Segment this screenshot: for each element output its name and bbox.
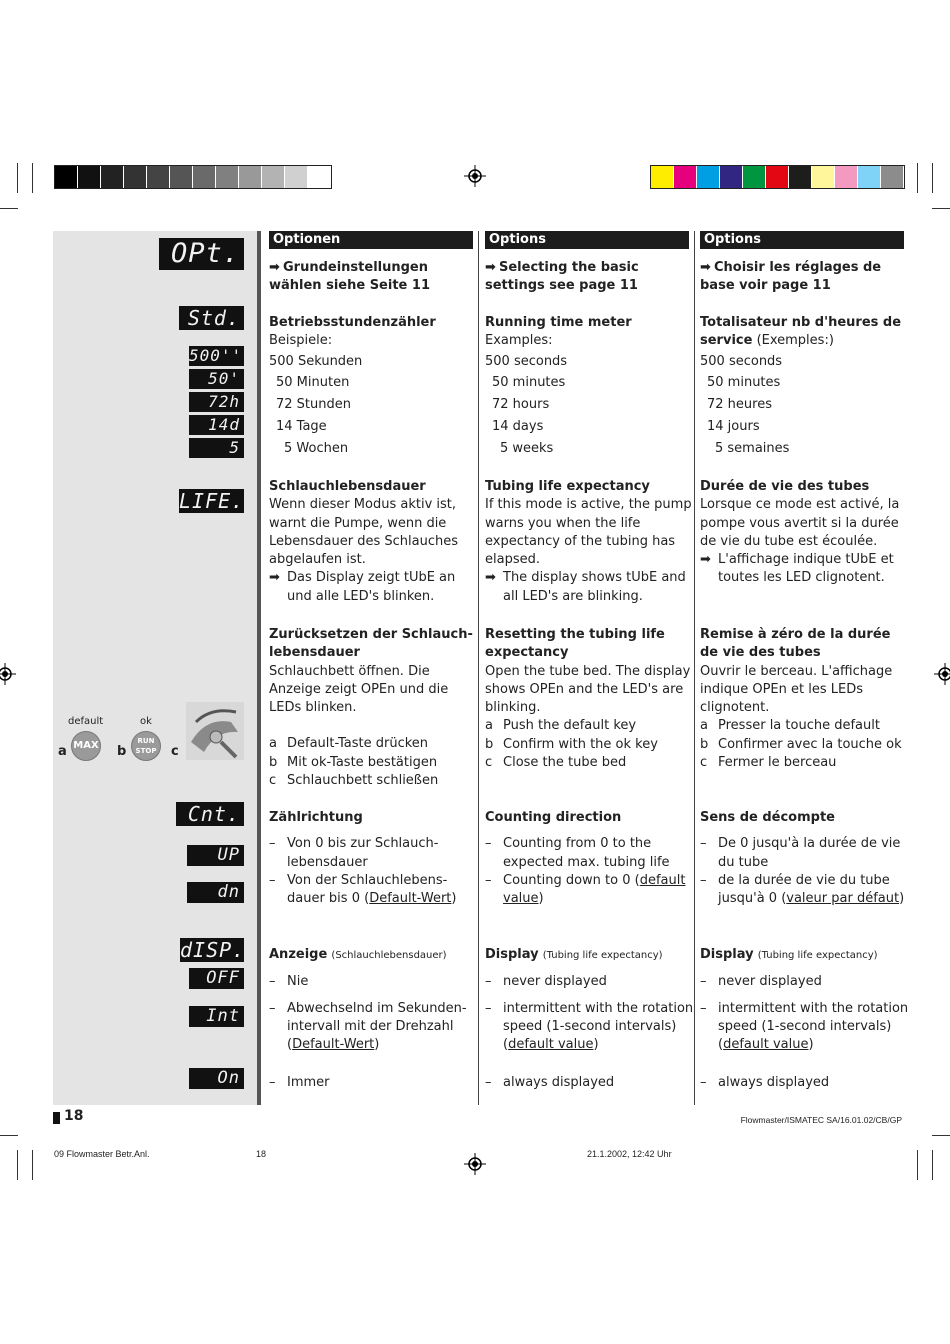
- running-time-section: [485, 314, 697, 460]
- color-swatch: [697, 166, 720, 188]
- lcd-life: LIFE.: [179, 489, 245, 513]
- grayscale-calibration-bar: [54, 165, 332, 189]
- option-text: Abwechselnd im Sekunden-intervall mit der Drehzahl (Default-Wert): [287, 1000, 467, 1053]
- crop-mark: [0, 1135, 18, 1136]
- step-marker: b: [485, 736, 494, 752]
- list-item: 72 heures: [707, 397, 772, 413]
- crop-mark: [17, 163, 18, 193]
- tubing-life-section: [485, 478, 697, 606]
- step-marker: c: [269, 773, 277, 789]
- registration-mark-icon: [0, 663, 16, 685]
- step-a-label: a: [58, 744, 67, 759]
- lcd-disp: dISP.: [180, 938, 246, 962]
- list-item: 14 days: [492, 418, 544, 434]
- section-title: Zählrichtung: [269, 810, 363, 825]
- count-direction-section: Sens de décompte – De 0 jusqu'à la durée de vie du tube – de la durée de vie du tube jusqu'à 0 (valeur par défaut): [700, 809, 912, 908]
- section-note: The display shows tUbE and all LED's are blinking.: [503, 570, 686, 604]
- running-time-section: [700, 314, 912, 460]
- step-text: Mit ok-Taste bestätigen: [287, 754, 438, 770]
- column-header: Options: [485, 231, 689, 249]
- arrow-right-icon: ➡: [485, 260, 496, 275]
- color-swatch: [170, 166, 193, 188]
- registration-mark-icon: [464, 1153, 486, 1175]
- section-title: Resetting the tubing life expectancy: [485, 627, 665, 661]
- lcd-std: Std.: [179, 306, 244, 330]
- step-marker: a: [269, 736, 277, 752]
- lcd-50-minutes: 50': [189, 369, 244, 389]
- step-text: Confirm with the ok key: [503, 736, 658, 752]
- lcd-int: Int: [189, 1006, 244, 1027]
- option-text: De 0 jusqu'à la durée de vie du tube: [718, 836, 901, 870]
- option-text: Counting down to 0 (default value): [503, 872, 686, 907]
- column-german: [269, 231, 473, 1091]
- color-swatch: [101, 166, 124, 188]
- crop-mark: [932, 1135, 950, 1136]
- step-c-label: c: [171, 744, 179, 759]
- option-text: intermittent with the rotation speed (1-second intervals) (default value): [718, 1000, 909, 1053]
- option-text: never displayed: [718, 974, 822, 990]
- color-swatch: [674, 166, 697, 188]
- arrow-right-icon: ➡: [700, 260, 711, 275]
- section-text: Lorsque ce mode est activé, la pompe vous avertit si la durée de vie du tube est écoulée.: [700, 497, 900, 549]
- crop-mark: [0, 208, 18, 209]
- color-swatch: [766, 166, 789, 188]
- color-swatch: [812, 166, 835, 188]
- option-text: Counting from 0 to the expected max. tubing life: [503, 836, 670, 870]
- list-item: 500 Sekunden: [269, 353, 363, 369]
- color-swatch: [147, 166, 170, 188]
- display-section: Anzeige (Schlauchlebensdauer) – Nie – Abwechselnd im Sekunden-intervall mit der Drehzahl (Default-Wert) – Immer: [269, 946, 481, 1093]
- running-time-section: [269, 314, 481, 460]
- crop-mark: [917, 163, 918, 193]
- tubing-life-section: [700, 478, 912, 588]
- option-text: always displayed: [503, 1075, 615, 1091]
- registration-mark-icon: [934, 663, 950, 685]
- section-text: Ouvrir le berceau. L'affichage indique OPEn et les LEDs clignotent.: [700, 663, 893, 716]
- color-swatch: [881, 166, 904, 188]
- step-text: Presser la touche default: [718, 718, 880, 734]
- section-title: Zurücksetzen der Schlauch-lebensdauer: [269, 627, 473, 661]
- section-title: Tubing life expectancy: [485, 479, 650, 494]
- step-marker: b: [269, 754, 278, 770]
- list-item: 500 seconds: [485, 353, 568, 369]
- option-text: intermittent with the rotation speed (1-second intervals) (default value): [503, 1000, 694, 1053]
- list-item: 50 minutes: [492, 375, 566, 391]
- ok-key-label: ok: [140, 716, 152, 727]
- column-english: [485, 231, 694, 1091]
- lcd-off: OFF: [189, 968, 244, 989]
- option-text: Von 0 bis zur Schlauch-lebensdauer: [287, 836, 439, 870]
- step-marker: c: [485, 755, 493, 771]
- color-swatch: [78, 166, 101, 188]
- page-number-marker: [53, 1112, 60, 1124]
- reset-section: [485, 626, 697, 772]
- default-key-label: default: [68, 716, 104, 727]
- arrow-right-icon: ➡: [700, 552, 711, 568]
- section-title: Betriebsstundenzähler: [269, 315, 436, 330]
- tube-bed-photo: [186, 702, 244, 760]
- step-marker: b: [700, 736, 709, 752]
- section-title: Durée de vie des tubes: [700, 479, 870, 494]
- crop-mark: [932, 163, 933, 193]
- color-swatch: [858, 166, 881, 188]
- section-title: Display (Tubing life expectancy): [700, 947, 878, 962]
- sidebar-divider: [257, 231, 261, 1105]
- step-marker: a: [700, 718, 708, 734]
- lcd-5-weeks: 5: [189, 438, 244, 458]
- intro-note: ➡ Selecting the basic settings see page 11: [485, 260, 639, 294]
- section-note: L'affichage indique tUbE et toutes les LED clignotent.: [718, 552, 894, 586]
- display-section: Display (Tubing life expectancy) – never displayed – intermittent with the rotation speed (1-second intervals) (default value) – always displayed: [700, 946, 912, 1093]
- color-swatch: [216, 166, 239, 188]
- section-text: Schlauchbett öffnen. Die Anzeige zeigt OPEn und die LEDs blinken.: [269, 663, 449, 716]
- list-item: 14 Tage: [276, 418, 327, 434]
- crop-mark: [32, 163, 33, 193]
- section-title: Running time meter: [485, 315, 632, 330]
- option-text: Immer: [287, 1075, 330, 1091]
- step-marker: a: [485, 718, 493, 734]
- print-slug-file: 09 Flowmaster Betr.Anl.: [54, 1149, 150, 1159]
- section-text: If this mode is active, the pump warns you when the life expectancy of the tubing has elapsed.: [485, 497, 692, 568]
- color-swatch: [262, 166, 285, 188]
- step-text: Push the default key: [503, 718, 637, 734]
- intro-note: ➡ Choisir les réglages de base voir page 11: [700, 260, 882, 294]
- crop-mark: [932, 208, 950, 209]
- option-text: always displayed: [718, 1075, 830, 1091]
- color-swatch: [193, 166, 216, 188]
- list-item: 50 Minuten: [276, 375, 350, 391]
- print-slug-sheet: 18: [256, 1149, 267, 1159]
- color-swatch: [124, 166, 147, 188]
- section-text: Open the tube bed. The display shows OPEn and the LED's are blinking.: [485, 663, 691, 716]
- section-subtitle: (Exemples:): [756, 333, 834, 349]
- list-item: 5 semaines: [715, 440, 790, 456]
- step-text: Schlauchbett schließen: [287, 773, 439, 789]
- crop-mark: [932, 1150, 933, 1180]
- count-direction-section: Counting direction – Counting from 0 to the expected max. tubing life – Counting down to 0 (default value): [485, 809, 697, 908]
- crop-mark: [17, 1150, 18, 1180]
- list-item: 14 jours: [707, 418, 760, 434]
- section-subtitle: Examples:: [485, 333, 553, 349]
- option-text: Nie: [287, 974, 309, 990]
- intro-note: ➡ Grundeinstellungen wählen siehe Seite 11: [269, 260, 430, 294]
- crop-mark: [32, 1150, 33, 1180]
- lcd-opt: OPt.: [159, 238, 244, 270]
- lcd-on: On: [189, 1068, 244, 1089]
- color-swatch: [308, 166, 331, 188]
- section-text: Wenn dieser Modus aktiv ist, warnt die Pumpe, wenn die Lebensdauer des Schlauches abgelaufen ist.: [269, 497, 458, 568]
- step-b-label: b: [117, 744, 127, 759]
- lcd-72-hours: 72h: [189, 392, 244, 412]
- count-direction-section: Zählrichtung – Von 0 bis zur Schlauch-lebensdauer – Von der Schlauchlebens-dauer bis 0 (Default-Wert): [269, 809, 481, 908]
- section-title: Totalisateur nb d'heures de service (Exemples:): [700, 315, 902, 349]
- step-text: Close the tube bed: [503, 755, 627, 771]
- column-french: [700, 231, 909, 1091]
- section-subtitle: Beispiele:: [269, 333, 333, 349]
- list-item: 500 seconds: [700, 353, 783, 369]
- lcd-14-days: 14d: [189, 415, 244, 435]
- color-calibration-bar: [650, 165, 905, 189]
- lcd-cnt: Cnt.: [176, 802, 244, 826]
- color-swatch: [789, 166, 812, 188]
- lcd-up: UP: [187, 845, 244, 866]
- reset-section: [269, 626, 481, 790]
- column-header: Optionen: [269, 231, 473, 249]
- crop-mark: [917, 1150, 918, 1180]
- section-title: Sens de décompte: [700, 810, 835, 825]
- step-marker: c: [700, 755, 708, 771]
- step-text: Confirmer avec la touche ok: [718, 736, 902, 752]
- registration-mark-icon: [464, 165, 486, 187]
- reset-section: [700, 626, 912, 772]
- list-item: 5 Wochen: [284, 440, 349, 456]
- display-section: Display (Tubing life expectancy) – never displayed – intermittent with the rotation speed (1-second intervals) (default value) – always displayed: [485, 946, 697, 1093]
- color-swatch: [720, 166, 743, 188]
- lcd-500-seconds: 500'': [189, 346, 243, 365]
- option-text: de la durée de vie du tube jusqu'à 0 (valeur par défaut): [718, 872, 905, 907]
- option-text: never displayed: [503, 974, 607, 990]
- tubing-life-section: [269, 478, 481, 606]
- run-stop-ok-button[interactable]: RUN STOP: [131, 731, 161, 761]
- section-title: Counting direction: [485, 810, 622, 825]
- color-swatch: [285, 166, 308, 188]
- color-swatch: [55, 166, 78, 188]
- section-note: Das Display zeigt tUbE an und alle LED's blinken.: [287, 570, 456, 604]
- color-swatch: [835, 166, 858, 188]
- column-header: Options: [700, 231, 904, 249]
- list-item: 5 weeks: [500, 440, 554, 456]
- section-title: Display (Tubing life expectancy): [485, 947, 663, 962]
- arrow-right-icon: ➡: [485, 570, 496, 586]
- step-text: Fermer le berceau: [718, 755, 837, 771]
- arrow-right-icon: ➡: [269, 570, 280, 586]
- lcd-dn: dn: [187, 882, 244, 903]
- page-number: 18: [64, 1108, 84, 1124]
- section-title: Remise à zéro de la durée de vie des tubes: [700, 627, 891, 661]
- section-title: Anzeige (Schlauchlebensdauer): [269, 947, 447, 962]
- color-swatch: [651, 166, 674, 188]
- list-item: 72 hours: [492, 397, 550, 413]
- max-default-button[interactable]: MAX: [71, 731, 101, 761]
- step-text: Default-Taste drücken: [287, 736, 429, 752]
- list-item: 50 minutes: [707, 375, 781, 391]
- color-swatch: [239, 166, 262, 188]
- section-title: Schlauchlebensdauer: [269, 479, 426, 494]
- option-text: Von der Schlauchlebens-dauer bis 0 (Default-Wert): [287, 872, 457, 907]
- footer-credit: Flowmaster/ISMATEC SA/16.01.02/CB/GP: [740, 1115, 902, 1125]
- print-slug-date: 21.1.2002, 12:42 Uhr: [587, 1149, 672, 1159]
- color-swatch: [743, 166, 766, 188]
- arrow-right-icon: ➡: [269, 260, 280, 275]
- list-item: 72 Stunden: [276, 397, 351, 413]
